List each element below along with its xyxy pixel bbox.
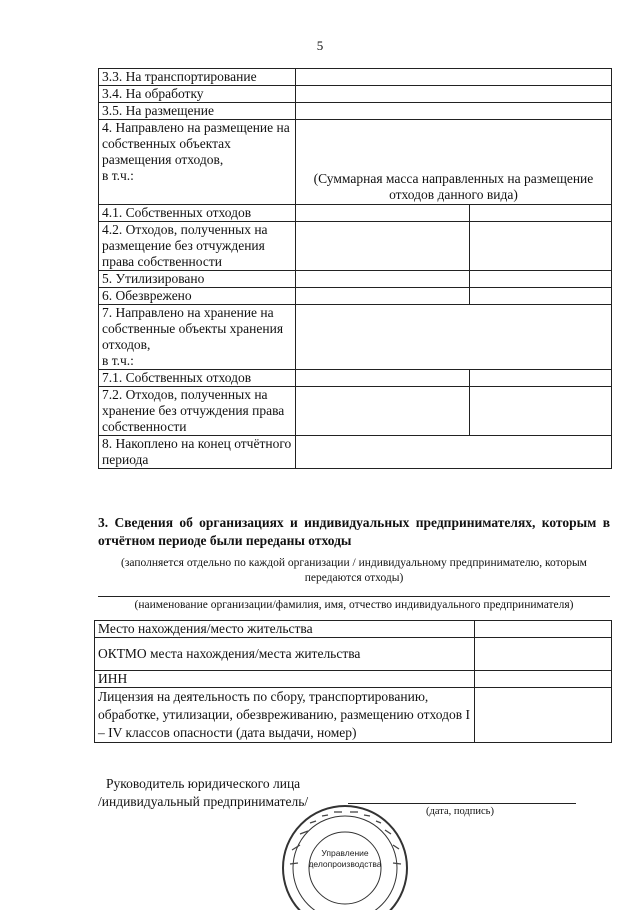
value-cell[interactable] xyxy=(475,621,612,638)
table-row xyxy=(95,638,612,671)
signature-caption: (дата, подпись) xyxy=(426,806,494,817)
value-cell[interactable] xyxy=(469,387,611,436)
value-cell[interactable] xyxy=(469,205,611,222)
row-label: 6. Обезврежено xyxy=(99,288,296,305)
value-cell[interactable] xyxy=(295,387,469,436)
table-row xyxy=(99,387,612,436)
value-cell[interactable] xyxy=(295,69,611,86)
value-cell[interactable] xyxy=(295,86,611,103)
value-cell[interactable] xyxy=(475,638,612,671)
value-cell[interactable] xyxy=(469,288,611,305)
value-cell[interactable] xyxy=(469,271,611,288)
row-label: Лицензия на деятельность по сбору, транспортированию, обработке, утилизации, обезвреживанию, размещению отходов I – IV классов опасности (дата выдачи, номер) xyxy=(95,688,475,743)
value-cell[interactable] xyxy=(475,671,612,688)
row-label: 7. Направлено на хранение на собственные объекты хранения отходов, в т.ч.: xyxy=(99,305,296,370)
row-label: 7.1. Собственных отходов xyxy=(99,370,296,387)
row-label: 4.2. Отходов, полученных на размещение без отчуждения права собственности xyxy=(99,222,296,271)
value-cell[interactable] xyxy=(295,222,469,271)
row-label: 7.2. Отходов, полученных на хранение без отчуждения права собственности xyxy=(99,387,296,436)
organization-name-caption: (наименование организации/фамилия, имя, отчество индивидуального предпринимателя) xyxy=(134,599,574,611)
row-label: 8. Накоплено на конец отчётного периода xyxy=(99,436,296,469)
table-row xyxy=(99,205,612,222)
table-row xyxy=(99,69,612,86)
table-row xyxy=(99,120,612,205)
row-label: ИНН xyxy=(95,671,475,688)
value-cell[interactable] xyxy=(295,305,611,370)
table-row xyxy=(95,621,612,638)
value-cell[interactable] xyxy=(475,688,612,743)
row-label: 5. Утилизировано xyxy=(99,271,296,288)
value-cell[interactable] xyxy=(295,271,469,288)
section-title: 3. Сведения об организациях и индивидуальных предпринимателях, которым в отчётном периоде были переданы отходы xyxy=(98,515,610,548)
organization-details-table xyxy=(94,620,612,743)
row-label: 3.3. На транспортирование xyxy=(99,69,296,86)
table-row xyxy=(99,222,612,271)
table-row xyxy=(99,370,612,387)
value-cell[interactable] xyxy=(469,222,611,271)
value-cell[interactable] xyxy=(295,205,469,222)
stamp-text-1: Управление xyxy=(321,848,369,858)
round-stamp xyxy=(270,790,420,910)
page-number: 5 xyxy=(316,38,324,53)
value-cell[interactable] xyxy=(295,436,611,469)
row-label: 4. Направлено на размещение на собственных объектах размещения отходов, в т.ч.: xyxy=(99,120,296,205)
value-cell[interactable] xyxy=(295,288,469,305)
value-cell[interactable] xyxy=(295,103,611,120)
waste-movement-table xyxy=(98,68,612,469)
table-row xyxy=(95,688,612,743)
value-cell[interactable] xyxy=(469,370,611,387)
signatory-line2: /индивидуальный предприниматель/ xyxy=(98,794,309,809)
row-label: Место нахождения/место жительства xyxy=(95,621,475,638)
table-row xyxy=(99,271,612,288)
table-row xyxy=(95,671,612,688)
section-note: (заполняется отдельно по каждой организации / индивидуальному предпринимателю, которым передаются отходы) xyxy=(121,557,587,584)
table-row xyxy=(99,436,612,469)
table-row xyxy=(99,86,612,103)
table-row xyxy=(99,103,612,120)
table-row xyxy=(99,288,612,305)
row-label: ОКТМО места нахождения/места жительства xyxy=(95,638,475,671)
row-label: 4.1. Собственных отходов xyxy=(99,205,296,222)
stamp-text-2: делопроизводства xyxy=(308,859,382,869)
table-row xyxy=(99,305,612,370)
signatory-line1: Руководитель юридического лица xyxy=(106,776,301,791)
merged-note-cell: (Суммарная масса направленных на размещение отходов данного вида) xyxy=(295,120,611,205)
row-label: 3.4. На обработку xyxy=(99,86,296,103)
value-cell[interactable] xyxy=(295,370,469,387)
row-label: 3.5. На размещение xyxy=(99,103,296,120)
organization-name-line[interactable] xyxy=(98,596,610,597)
